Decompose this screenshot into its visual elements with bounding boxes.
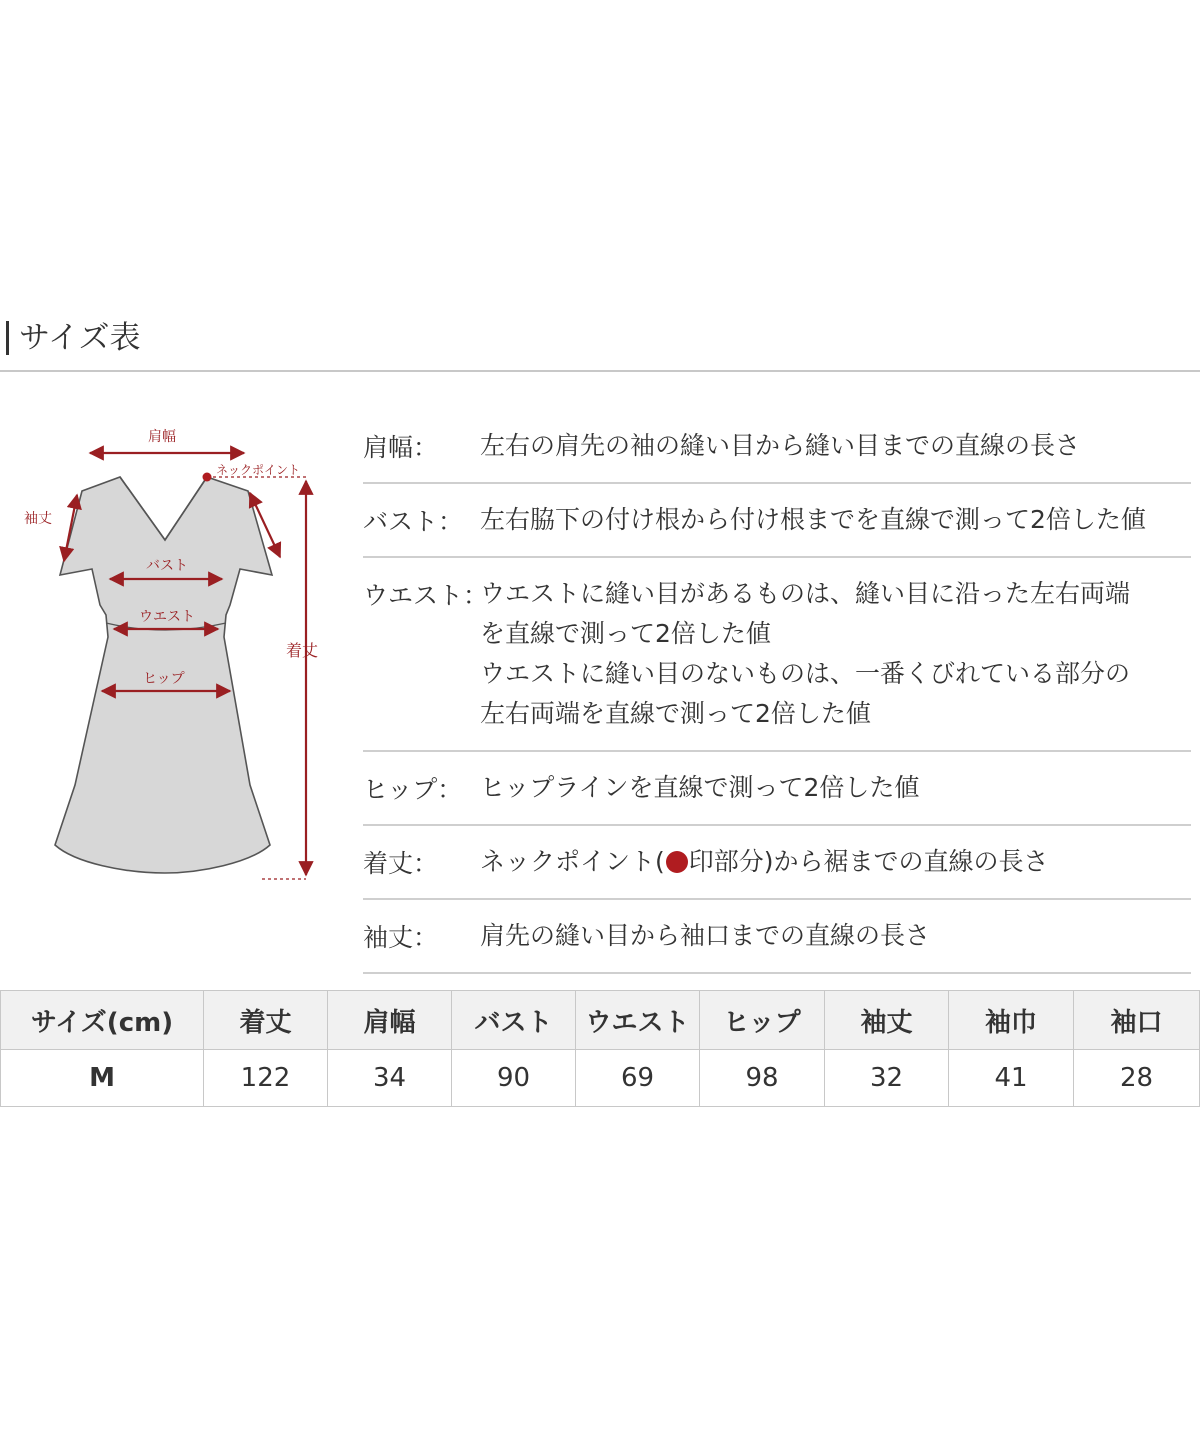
table-cell: 98 [700, 1050, 825, 1107]
table-header-cell: 着丈 [204, 991, 328, 1050]
table-header-cell: サイズ(cm) [1, 991, 204, 1050]
definition-text [480, 500, 1191, 540]
size-table [0, 990, 1200, 1107]
table-cell-size: M [1, 1050, 204, 1107]
table-cell: 69 [576, 1050, 700, 1107]
definition-line: ウエストに縫い目があるものは、縫い目に沿った左右両端 [480, 579, 1131, 608]
title-accent-bar [6, 321, 9, 355]
definition-line: を直線で測って2倍した値 [480, 619, 771, 648]
definition-text [480, 768, 1191, 808]
table-header-cell: バスト [452, 991, 576, 1050]
table-header-cell: 袖口 [1074, 991, 1200, 1050]
label-bust: バスト [146, 558, 188, 574]
definition-term: ヒップ： [363, 775, 463, 804]
definition-term: 袖丈： [363, 923, 439, 952]
neck-point-marker-icon [666, 851, 688, 873]
definition-line: 左右脇下の付け根から付け根までを直線で測って2倍した値 [480, 505, 1146, 534]
measurement-definitions [363, 410, 1191, 974]
table-header-cell: ヒップ [700, 991, 825, 1050]
definition-line-part: ネックポイント( [480, 847, 665, 876]
definition-line: 肩先の縫い目から袖口までの直線の長さ [480, 921, 931, 950]
table-header-cell: ウエスト [576, 991, 700, 1050]
definition-text [480, 842, 1191, 882]
definition-line-part: 印部分)から裾までの直線の長さ [688, 847, 1049, 876]
table-cell: 41 [949, 1050, 1074, 1107]
definition-line [480, 842, 1191, 882]
definition-bust [363, 484, 1191, 558]
table-header-row [1, 991, 1200, 1050]
definition-text [480, 916, 1191, 956]
definition-line: 左右の肩先の袖の縫い目から縫い目までの直線の長さ [480, 431, 1081, 460]
table-cell: 90 [452, 1050, 576, 1107]
definition-sleeve-length [363, 900, 1191, 974]
table-header-cell: 袖丈 [825, 991, 949, 1050]
table-cell: 32 [825, 1050, 949, 1107]
definition-line: 左右両端を直線で測って2倍した値 [480, 699, 871, 728]
definition-line: ウエストに縫い目のないものは、一番くびれている部分の [480, 659, 1131, 688]
definition-hip [363, 752, 1191, 826]
definition-length [363, 826, 1191, 900]
label-neck-point: ネックポイント [216, 463, 301, 477]
page-title: サイズ表 [19, 320, 141, 356]
label-hip: ヒップ [143, 671, 185, 687]
definition-line: ヒップラインを直線で測って2倍した値 [480, 773, 920, 802]
table-cell: 34 [328, 1050, 452, 1107]
neck-point-dot [203, 473, 212, 482]
definition-text [480, 574, 1191, 734]
label-sleeve-length: 袖丈 [24, 511, 52, 527]
table-row [1, 1050, 1200, 1107]
definition-term: 肩幅： [363, 433, 439, 462]
section-header [0, 306, 1200, 372]
label-waist: ウエスト [139, 609, 195, 625]
dress-measurement-diagram [0, 405, 360, 905]
table-header-cell: 肩幅 [328, 991, 452, 1050]
label-shoulder: 肩幅 [148, 429, 176, 445]
definition-term: バスト： [363, 507, 464, 536]
table-cell: 28 [1074, 1050, 1200, 1107]
definition-waist [363, 558, 1191, 752]
definition-shoulder [363, 410, 1191, 484]
table-header-cell: 袖巾 [949, 991, 1074, 1050]
label-length: 着丈 [286, 641, 319, 660]
table-cell: 122 [204, 1050, 328, 1107]
definition-term: 着丈： [363, 849, 439, 878]
definition-term: ウエスト： [363, 581, 489, 610]
definition-text [480, 426, 1191, 466]
